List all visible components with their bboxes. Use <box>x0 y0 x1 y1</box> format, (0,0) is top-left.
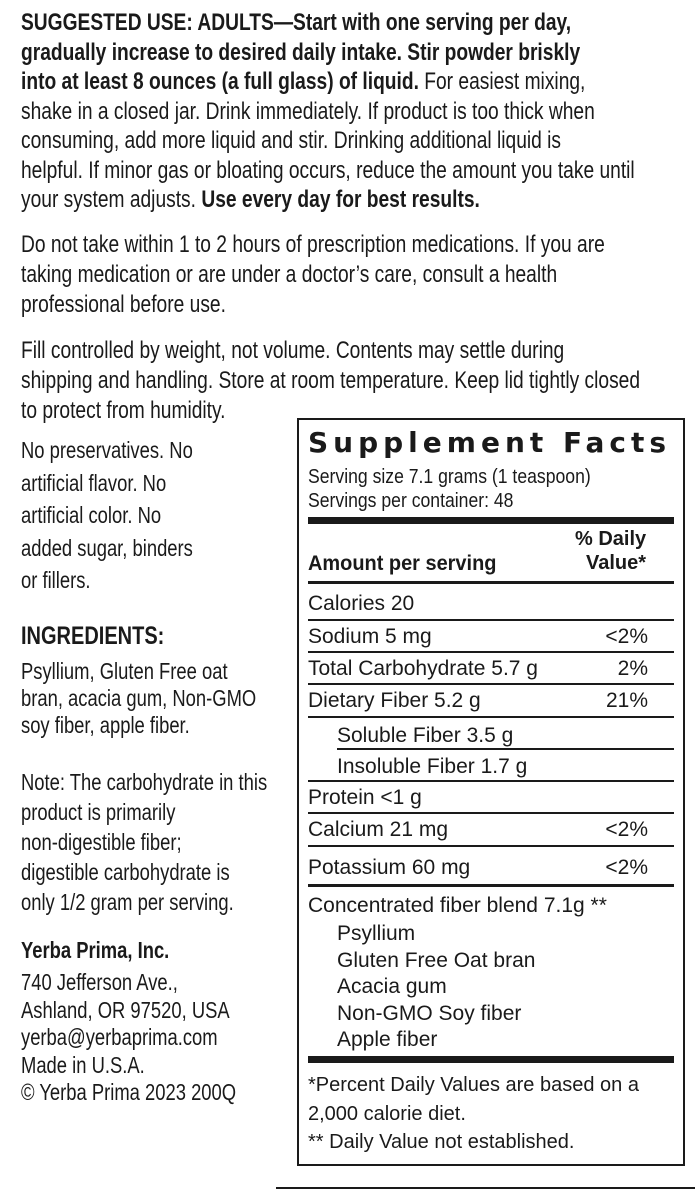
nutrient-daily-value: <2% <box>605 625 648 648</box>
bold-text: into at least 8 ounces (a full glass) of liquid. <box>21 68 419 95</box>
text-line: to protect from humidity. <box>21 397 226 424</box>
nutrient-daily-value: <2% <box>605 818 648 841</box>
nutrient-row <box>308 854 674 886</box>
row-divider <box>308 845 674 847</box>
serving-size: Serving size 7.1 grams (1 teaspoon) <box>308 466 591 488</box>
dv-header-1: % Daily <box>575 528 647 550</box>
nutrient-label: Potassium 60 mg <box>308 856 471 879</box>
bold-text: Use every day for best results. <box>201 186 480 213</box>
nutrient-daily-value: 2% <box>617 657 648 680</box>
blend-ingredient: Gluten Free Oat bran <box>337 948 536 972</box>
nutrient-label: Protein <1 g <box>308 786 422 809</box>
blend-ingredient: Acacia gum <box>337 975 447 998</box>
nutrient-daily-value: <2% <box>605 856 648 879</box>
footnote-not-established: ** Daily Value not established. <box>308 1131 575 1153</box>
nutrient-label: Total Carbohydrate 5.7 g <box>308 657 538 680</box>
bottom-edge-rule <box>276 1187 695 1189</box>
text-line: Fill controlled by weight, not volume. Contents may settle during <box>21 337 565 364</box>
text-line: Made in U.S.A. <box>21 1051 145 1078</box>
text-line: 740 Jefferson Ave., <box>21 969 178 995</box>
row-divider <box>308 716 674 718</box>
row-divider <box>308 884 674 887</box>
supplement-facts-panel <box>297 418 685 1166</box>
text-line: yerba@yerbaprima.com <box>21 1024 218 1050</box>
text-line: only 1/2 gram per serving. <box>21 889 234 915</box>
text-line: © Yerba Prima 2023 200Q <box>21 1079 237 1105</box>
directions-line <box>21 38 580 67</box>
regular-text: helpful. If minor gas or bloating occurs, reduce the amount you take until <box>21 156 635 184</box>
row-divider <box>308 780 674 782</box>
text-line: added sugar, binders <box>21 534 193 561</box>
directions-line <box>21 185 480 214</box>
nutrient-label: Calories 20 <box>308 592 415 615</box>
footnote-daily-values: *Percent Daily Values are based on a <box>308 1074 639 1096</box>
rule-under-header <box>308 581 674 584</box>
text-line: taking medication or are under a doctor’s care, consult a health <box>21 261 558 288</box>
sub-row-divider <box>337 748 674 750</box>
text-line: or fillers. <box>21 567 91 593</box>
directions-line <box>21 8 571 37</box>
blend-ingredient: Psyllium <box>337 922 416 945</box>
directions-line <box>21 97 595 126</box>
bold-text: gradually increase to desired daily intake. Stir powder briskly <box>21 38 581 66</box>
directions-line <box>21 156 635 185</box>
nutrient-label: Insoluble Fiber 1.7 g <box>337 755 528 778</box>
footnote-calorie-diet: 2,000 calorie diet. <box>308 1103 466 1125</box>
blend-ingredient: Apple fiber <box>337 1028 438 1051</box>
text-line: Ashland, OR 97520, USA <box>21 996 230 1023</box>
regular-text: shake in a closed jar. Drink immediately. If product is too thick when <box>21 97 595 125</box>
nutrient-label: Soluble Fiber 3.5 g <box>337 724 514 747</box>
rule-thick-bottom <box>308 1056 674 1063</box>
directions-line <box>21 126 561 155</box>
text-line: bran, acacia gum, Non-GMO <box>21 685 257 711</box>
text-line: Note: The carbohydrate in this <box>21 769 268 795</box>
row-divider <box>308 651 674 653</box>
nutrient-label: Dietary Fiber 5.2 g <box>308 689 481 712</box>
company-name: Yerba Prima, Inc. <box>21 937 170 963</box>
text-line: soy fiber, apple fiber. <box>21 712 190 738</box>
regular-text: consuming, add more liquid and stir. Drinking additional liquid is <box>21 127 562 154</box>
text-line: Do not take within 1 to 2 hours of prescription medications. If you are <box>21 231 605 258</box>
blend-ingredient: Non-GMO Soy fiber <box>337 1001 522 1025</box>
servings-per-container: Servings per container: 48 <box>308 490 514 512</box>
text-line: non-digestible fiber; <box>21 829 182 855</box>
ingredients-heading: INGREDIENTS: <box>21 622 165 650</box>
nutrient-label: Sodium 5 mg <box>308 625 432 648</box>
bold-text: SUGGESTED USE: ADULTS—Start with one serving per day, <box>21 9 572 36</box>
nutrient-row <box>308 687 674 719</box>
row-divider <box>308 683 674 685</box>
row-divider <box>308 812 674 814</box>
nutrient-row <box>308 590 674 622</box>
supplement-facts-title: Supplement Facts <box>308 426 672 459</box>
text-line: product is primarily <box>21 799 176 825</box>
nutrient-row <box>308 816 674 848</box>
text-line: artificial flavor. No <box>21 469 167 496</box>
text-line: artificial color. No <box>21 502 162 528</box>
rule-thick-top <box>308 517 674 524</box>
text-line: shipping and handling. Store at room temperature. Keep lid tightly closed <box>21 367 641 394</box>
dv-header-2: Value* <box>586 552 647 574</box>
nutrient-label: Calcium 21 mg <box>308 818 449 841</box>
fiber-blend-label: Concentrated fiber blend 7.1g ** <box>308 894 607 917</box>
amount-per-serving-header: Amount per serving <box>308 552 497 575</box>
row-divider <box>308 619 674 621</box>
text-line: Psyllium, Gluten Free oat <box>21 658 228 684</box>
text-line: professional before use. <box>21 291 226 318</box>
regular-text: your system adjusts. <box>21 186 202 213</box>
text-line: No preservatives. No <box>21 437 193 463</box>
nutrient-daily-value: 21% <box>605 689 648 712</box>
regular-text: For easiest mixing, <box>418 68 586 95</box>
text-line: digestible carbohydrate is <box>21 859 230 885</box>
directions-line <box>21 67 585 96</box>
